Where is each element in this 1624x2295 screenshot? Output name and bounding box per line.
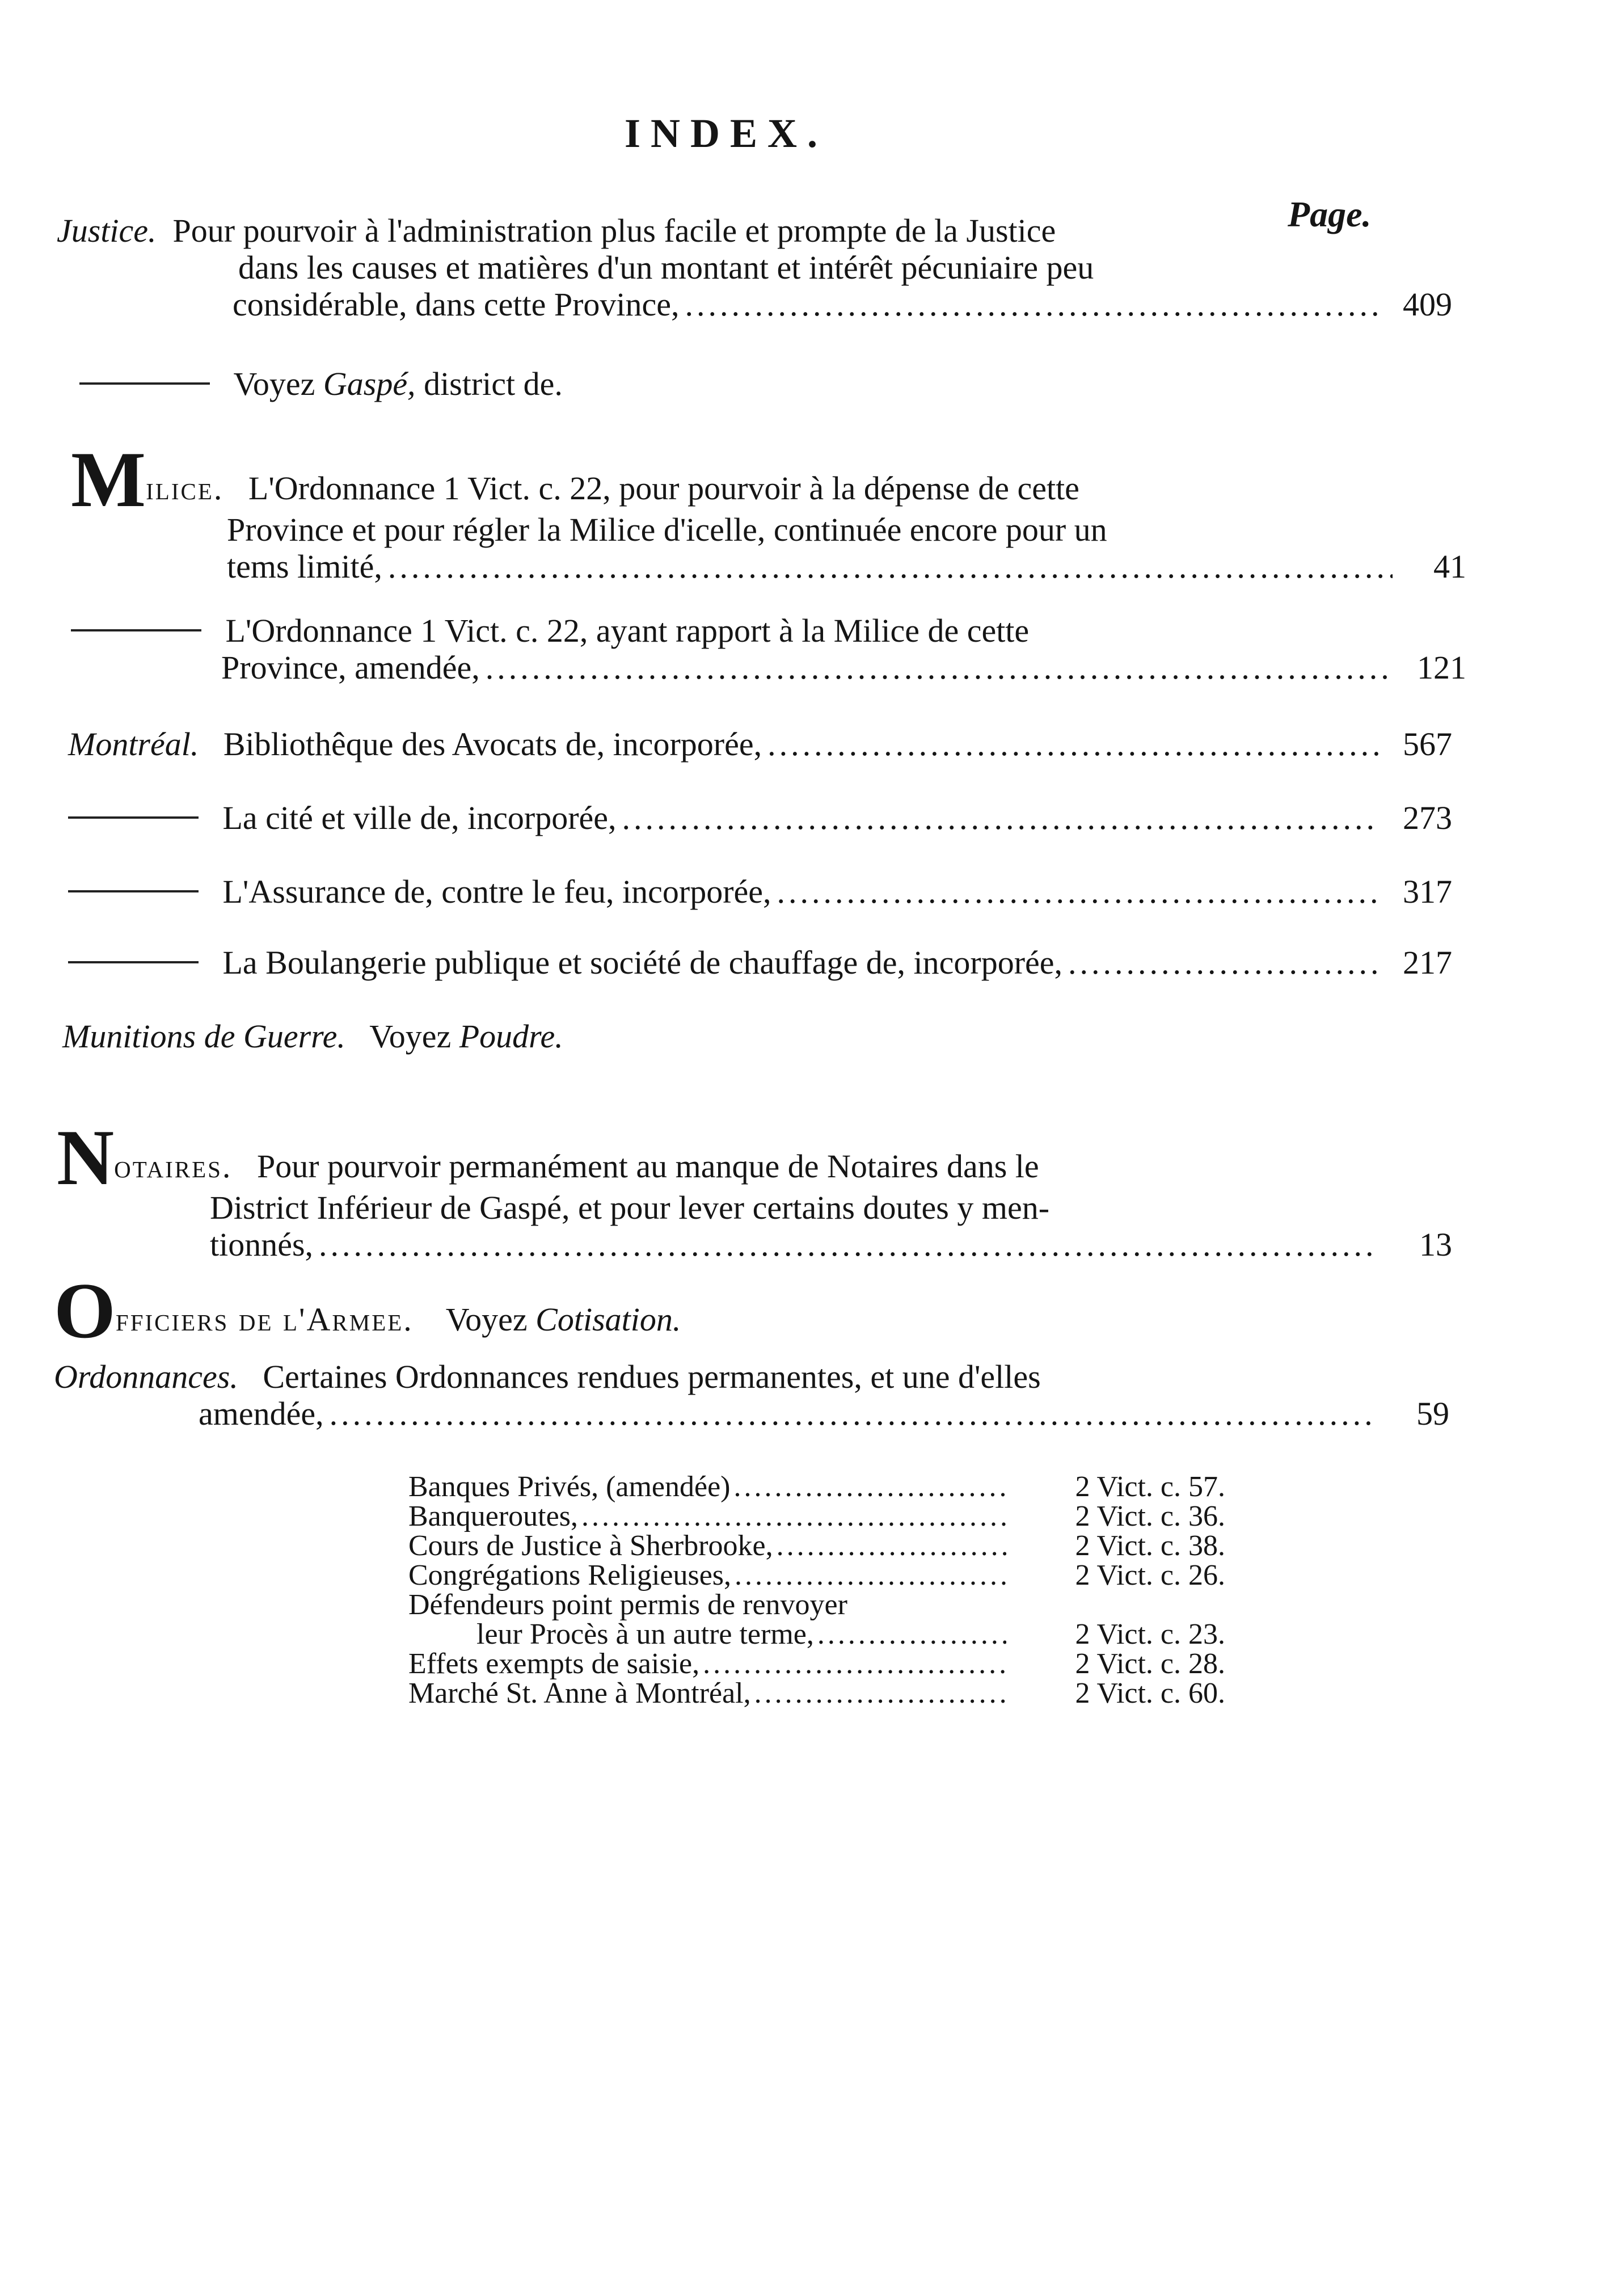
entry-head: otaires. xyxy=(114,1148,233,1185)
entry-text-line2: District Inférieur de Gaspé, et pour lever certains doutes y men- xyxy=(210,1189,1050,1226)
page-column-label: Page. xyxy=(1288,194,1372,234)
entry-see-ref: Gaspé, xyxy=(323,365,416,402)
entry-head: ilice. xyxy=(146,470,224,507)
list-item: Défendeurs point permis de renvoyer xyxy=(408,1589,847,1621)
entry-see: Voyez xyxy=(445,1301,528,1338)
page-title: INDEX. xyxy=(624,111,828,156)
entry-text-line1: L'Ordonnance 1 Vict. c. 22, ayant rapport à la Milice de cette xyxy=(225,612,1030,649)
leader-dots xyxy=(388,549,1393,586)
ordonnances-sublist xyxy=(408,1472,1225,1708)
ditto-dash xyxy=(68,961,199,963)
leader-dots xyxy=(777,874,1379,911)
entry-text-line1: La Boulangerie publique et société de chauffage de, incorporée, xyxy=(222,944,1063,981)
index-entry-montreal-bibliotheque xyxy=(68,726,1452,763)
entry-text-line1: La cité et ville de, incorporée, xyxy=(222,799,617,836)
drop-cap: N xyxy=(57,1114,115,1202)
entry-page-number: 121 xyxy=(1417,649,1466,686)
entry-page-number: 217 xyxy=(1403,944,1452,981)
entry-see-ref: Cotisation. xyxy=(535,1301,681,1338)
index-entry-milice-amendee xyxy=(71,613,1466,687)
entry-text-line2: Province, amendée, xyxy=(221,649,480,686)
entry-see-post: district de. xyxy=(424,365,563,402)
list-item: leur Procès à un autre terme, ..... 2 Vict. c. 23. xyxy=(408,1620,1225,1649)
entry-page-number: 567 xyxy=(1403,726,1452,763)
entry-text-line1: Bibliothêque des Avocats de, incorporée, xyxy=(223,726,762,763)
leader-dots xyxy=(685,287,1378,323)
entry-text-line1: Pour pourvoir à l'administration plus facile et prompte de la Justice xyxy=(172,212,1056,249)
index-entry-milice xyxy=(71,436,1466,586)
index-entry-munitions xyxy=(62,1018,1458,1055)
entry-head: fficiers de l'Armee. xyxy=(115,1301,414,1338)
entry-page-number: 41 xyxy=(1433,548,1466,585)
ditto-dash xyxy=(79,382,210,385)
entry-text-line2: amendée, xyxy=(199,1395,324,1432)
entry-head: Munitions de Guerre. xyxy=(62,1018,345,1055)
index-entry-gaspe-ref xyxy=(79,366,1475,403)
entry-head: Montréal. xyxy=(68,726,199,763)
entry-see: Voyez xyxy=(369,1018,452,1055)
leader-dots xyxy=(486,650,1393,687)
list-item: Effets exempts de saisie, ..... 2 Vict. c. 28. xyxy=(408,1649,1225,1679)
entry-text-line1: Certaines Ordonnances rendues permanentes, et une d'elles xyxy=(263,1358,1041,1395)
index-entry-officiers xyxy=(54,1267,1449,1355)
entry-page-number: 59 xyxy=(1416,1395,1449,1432)
entry-text-line2: dans les causes et matières d'un montant et intérêt pécuniaire peu xyxy=(238,249,1094,286)
entry-see: Voyez xyxy=(233,365,315,402)
drop-cap: M xyxy=(71,436,146,524)
leader-dots xyxy=(622,800,1378,837)
entry-text-line1: Pour pourvoir permanément au manque de Notaires dans le xyxy=(256,1148,1039,1185)
leader-dots xyxy=(319,1227,1378,1264)
entry-text-line1: L'Ordonnance 1 Vict. c. 22, pour pourvoir à la dépense de cette xyxy=(248,470,1079,507)
drop-cap: O xyxy=(54,1267,116,1355)
leader-dots xyxy=(330,1396,1376,1433)
index-entry-ordonnances xyxy=(54,1359,1449,1433)
list-item: Marché St. Anne à Montréal, ..... 2 Vict. c. 60. xyxy=(408,1679,1225,1708)
index-entry-justice xyxy=(57,213,1452,323)
entry-head: Ordonnances. xyxy=(54,1358,238,1395)
list-item: Banques Privés, (amendée) ..... 2 Vict. c. 57. xyxy=(408,1472,1225,1502)
list-item: Cours de Justice à Sherbrooke, ..... 2 Vict. c. 38. xyxy=(408,1531,1225,1561)
leader-dots xyxy=(1068,945,1378,982)
entry-page-number: 409 xyxy=(1403,285,1452,323)
list-item: Banqueroutes, ..... 2 Vict. c. 36. xyxy=(408,1502,1225,1531)
entry-page-number: 13 xyxy=(1419,1226,1452,1263)
entry-page-number: 273 xyxy=(1403,799,1452,836)
index-entry-montreal-boulangerie xyxy=(68,945,1452,982)
entry-text-line3: tems limité, xyxy=(227,548,382,585)
entry-head: Justice. xyxy=(57,212,157,249)
entry-text-line3: considérable, dans cette Province, xyxy=(233,285,680,323)
entry-text-line2: Province et pour régler la Milice d'icelle, continuée encore pour un xyxy=(227,511,1107,548)
index-entry-montreal-assurance xyxy=(68,874,1452,911)
entry-text-line1: L'Assurance de, contre le feu, incorporée, xyxy=(222,873,771,910)
ditto-dash xyxy=(71,629,201,631)
leader-dots xyxy=(767,726,1378,763)
entry-see-ref: Poudre. xyxy=(459,1018,563,1055)
ditto-dash xyxy=(68,890,199,892)
index-entry-notaires xyxy=(57,1114,1452,1264)
entry-text-line3: tionnés, xyxy=(210,1226,314,1263)
list-item: Congrégations Religieuses, ..... 2 Vict. c. 26. xyxy=(408,1561,1225,1590)
entry-page-number: 317 xyxy=(1403,873,1452,910)
ditto-dash xyxy=(68,816,199,819)
index-entry-montreal-cite xyxy=(68,800,1452,837)
